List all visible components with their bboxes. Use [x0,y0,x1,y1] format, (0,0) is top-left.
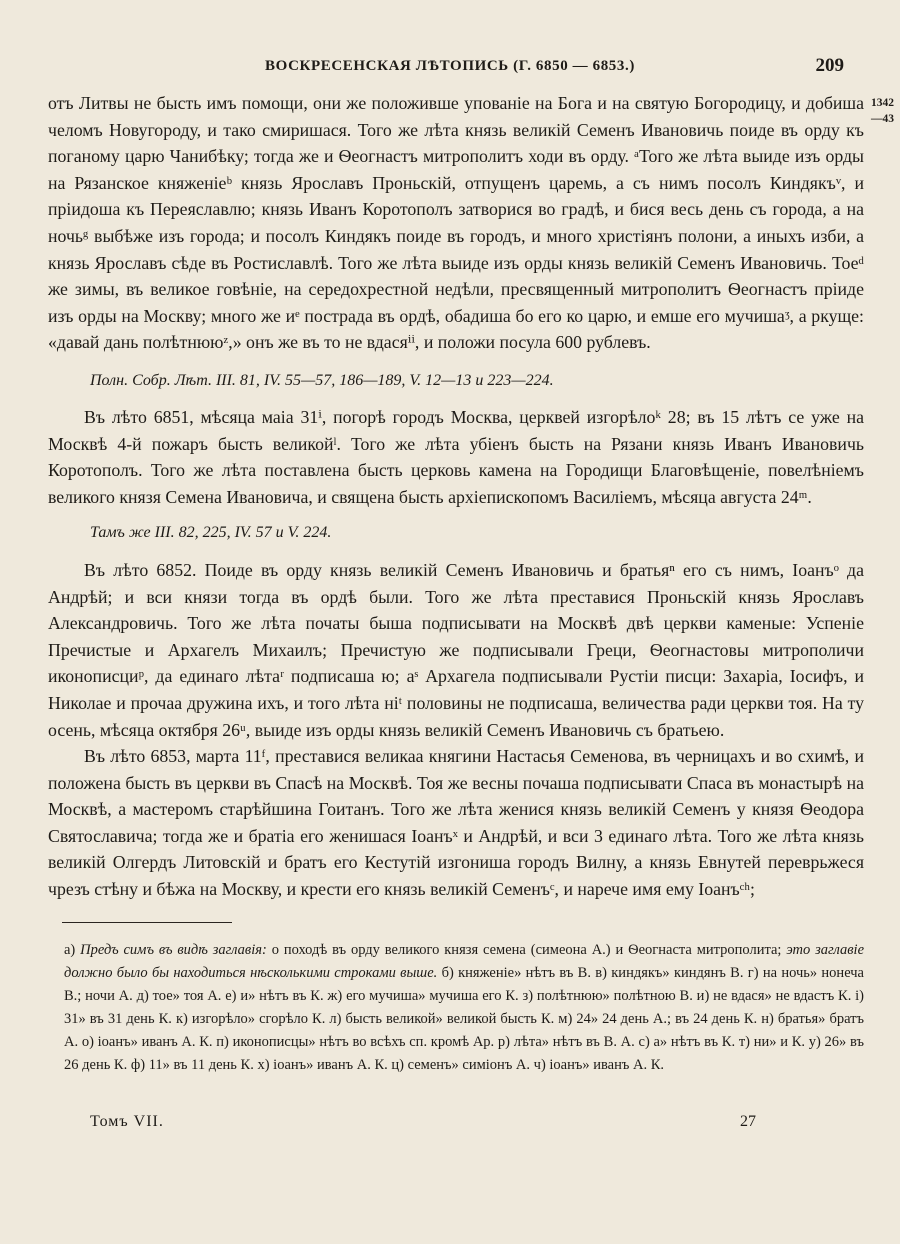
chronicle-paragraph-4 [48,743,864,903]
margin-year-top: 1342 [871,97,894,109]
footnote-variants: б) княженіе» нѣтъ въ В. в) киндякъ» киндянъ В. г) на ночь» нонеча В.; ночи А. д) тое» тоя А. е) и» нѣтъ въ К. ж) его мучиша» мучиша его К. з) полѣтнюю» полѣтною В. и) не вдася» не вдастъ К. і) 31» въ 31 день К. к) изгорѣло» сгорѣло К. л) бысть великой» великой бысть К. м) 24» 24 день А.; въ 24 день К. н) братья» братъ А. о) іоанъ» иванъ А. К. п) иконописцы» нѣтъ во всѣхъ сп. кромѣ Ар. р) лѣта» нѣтъ въ В. А. с) а» нѣтъ въ К. т) ни» и К. у) 26» въ 26 день К. ф) 11» въ 11 день К. х) іоанъ» иванъ А. К. ц) семенъ» симіонъ А. ч) іоанъ» иванъ А. К. [64,964,864,1073]
paragraph-text: отъ Литвы не бысть имъ помощи, они же положивше упованіе на Бога и на святую Богородицу, и добиша челомъ Новугороду, и тако смиришася. Того же лѣта князь великій Семенъ Ивановичь поиде въ орду къ поганому царю Чанибѣку; тогда же и Ѳеогнастъ митрополитъ ходи въ орду. ᵃТого же лѣта выиде изъ орды на Рязанское княженіеᵇ князь Ярославъ Проньскій, отпущенъ царемь, а съ нимъ посолъ Киндякъᵛ, и пріидоша къ Переяславлю; князь Иванъ Коротополъ затворися во градѣ, и бися весь день съ города, а на ночьᵍ выбѣже изъ города; и посолъ Киндякъ поиде въ городъ, и много христіянъ полони, а иныхъ изби, а князь Ярославъ сѣде въ Ростиславлѣ. Того же лѣта выиде изъ орды князь великій Семенъ Ивановичь. Тоеᵈ же зимы, въ великое говѣніе, на середохрестной недѣли, пресвященный митрополитъ Ѳеогнастъ пріиде изъ орды на Москву; много же иᵉ пострада въ ордѣ, обадиша бо его ко царю, и емше его мучишаᶾ, а ркуще: «давай дань полѣтнююᶻ,» онъ же въ то не вдасяⁱⁱ, и положи посула 600 рублевъ. [48,93,864,353]
chronicle-paragraph-1 [48,90,864,356]
margin-year-bottom: —43 [871,113,894,125]
source-reference-1: Полн. Собр. Лѣт. III. 81, IV. 55—57, 186—189, V. 12—13 и 223—224. [90,372,554,389]
footnote-a-text: о походѣ въ орду великого князя семена (симеона А.) и Ѳеогнаста митрополита; [271,942,782,958]
footnotes: а) Предъ симъ въ видѣ заглавія: о походѣ въ орду великого князя семена (симеона А.) и Ѳеогнаста митрополита; это заглавіе должно было бы находиться нѣсколькими строками выше. б) княженіе» нѣтъ въ В. в) киндякъ» киндянъ В. г) на ночь» нонеча В.; ночи А. д) тое» тоя А. е) и» нѣтъ въ К. ж) его мучиша» мучиша его К. з) полѣтнюю» полѣтною В. и) не вдася» не вдастъ К. і) 31» въ 31 день К. к) изгорѣло» сгорѣло К. л) бысть великой» великой бысть К. м) 24» 24 день А.; въ 24 день К. н) братья» братъ А. о) іоанъ» иванъ А. К. п) иконописцы» нѣтъ во всѣхъ сп. кромѣ Ар. р) лѣта» нѣтъ въ В. А. с) а» нѣтъ въ К. т) ни» и К. у) 26» въ 26 день К. ф) 11» въ 11 день К. х) іоанъ» иванъ А. К. ц) семенъ» симіонъ А. ч) іоанъ» иванъ А. К. [64,942,865,1073]
running-title: ВОСКРЕСЕНСКАЯ ЛѢТОПИСЬ (Г. 6850 — 6853.) [265,58,635,74]
footnote-lead: Предъ симъ въ видѣ заглавія: [80,942,267,958]
signature-number: 27 [740,1113,756,1130]
page-number: 209 [815,55,844,76]
footnote-divider [62,922,232,923]
chronicle-paragraph-2 [48,404,864,510]
paragraph-text: Въ лѣто 6853, марта 11ᶠ, преставися великаа княгини Настасья Семенова, въ черницахъ и во схимѣ, и положена бысть въ церкви въ Спасѣ на Москвѣ. Тоя же весны почаша подписывати Спаса въ монастырѣ на Москвѣ, а мастеромъ старѣйшина Гоитанъ. Того же лѣта женися князь великій Семенъ у князя Ѳеодора Святославича; тогда же и братіа его женишася Іоанъˣ и Андрѣй, и вси 3 единаго лѣта. Того же лѣта князь великій Олгердъ Литовскій и братъ его Кестутій изгониша городъ Вилну, а князь Евнутей переврьжеся чрезъ стѣну и бѣжа на Москву, и крести его князь великій Семенъᶜ, и нарече имя ему Іоанъᶜʰ; [48,746,864,899]
source-reference-2: Тамъ же III. 82, 225, IV. 57 и V. 224. [90,524,332,541]
page-header [48,55,852,84]
paragraph-text: Въ лѣто 6852. Поиде въ орду князь великій Семенъ Ивановичь и братьяⁿ его съ нимъ, Іоанъᵒ да Андрѣй; и вси князи тогда въ ордѣ были. Того же лѣта преставися Проньскій князь Ярославъ Александровичь. Того же лѣта початы быша подписывати на Москвѣ двѣ церкви каменые: Успеніе Пречистые и Архагелъ Михаилъ; Пречистую же подписывали Греци, Ѳеогнастовы митрополичи иконописциᵖ, да единаго лѣтаʳ подписаша ю; аˢ Архагела подписывали Рустіи писци: Захаріа, Іосифъ, и Николае и прочаа дружина ихъ, и того лѣта нiᵗ половины не подписаша, величества ради церкви тоя. На ту осень, мѣсяца октября 26ᵘ, выиде изъ орды князь великій Семенъ Ивановичь съ братьею. [48,560,864,740]
chronicle-paragraph-3 [48,557,864,743]
footnote-a-comment: это заглавіе должно было бы находиться нѣсколькими строками выше. [64,942,865,981]
volume-label: Томъ VII. [90,1113,164,1130]
paragraph-text: Въ лѣто 6851, мѣсяца маіа 31ⁱ, погорѣ городъ Москва, церквей изгорѣлоᵏ 28; въ 15 лѣтъ се уже на Москвѣ 4-й пожаръ бысть великойˡ. Того же лѣта убіенъ бысть на Рязани князь Иванъ Ивановичь Коротополъ. Того же лѣта поставлена бысть церковь камена на Городищи Благовѣщеніе, повелѣніемъ великого князя Семена Ивановича, и священа бысть архіепископомъ Василіемъ, мѣсяца августа 24ᵐ. [48,407,864,507]
